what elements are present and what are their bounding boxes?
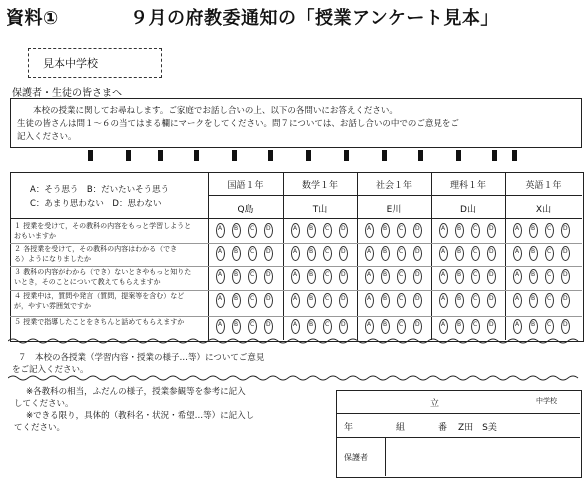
- instruction-line-1: ※各教科の相当，ふだんの様子，授業参観等を参考に記入: [26, 387, 246, 397]
- answer-choice-label: B: [531, 271, 536, 278]
- question-text: １ 授業を受けて，その教科の内容をもっと学習しようと: [14, 222, 192, 230]
- answer-choice-label: D: [415, 295, 420, 302]
- answer-choice-label: A: [293, 248, 298, 255]
- class-label: 組: [396, 423, 406, 433]
- answer-choice-label: D: [341, 295, 346, 302]
- answer-choice-label: D: [489, 225, 494, 232]
- answer-choice-label: D: [341, 248, 346, 255]
- answer-choice-label: A: [367, 225, 372, 232]
- answer-choice-label: C: [547, 248, 552, 255]
- answer-choice-label: C: [473, 248, 478, 255]
- answer-choice-label: D: [563, 248, 568, 255]
- guardian-label: 保護者: [344, 453, 368, 462]
- answer-choice-label: D: [415, 321, 420, 328]
- answer-choice-label: C: [473, 271, 478, 278]
- answer-choice-label: C: [325, 271, 330, 278]
- timing-mark: [126, 150, 131, 161]
- answer-choice-label: C: [399, 248, 404, 255]
- answer-choice-label: C: [250, 271, 255, 278]
- answer-choice-label: D: [266, 248, 271, 255]
- answer-choice-label: D: [489, 271, 494, 278]
- answer-choice-label: C: [325, 248, 330, 255]
- instruction-line-3: ※できる限り，具体的（教科名・状況・希望…等）に記入し: [26, 411, 255, 421]
- answer-choice-label: C: [399, 295, 404, 302]
- question-text-cont: る）ようになりましたか: [14, 255, 91, 263]
- answer-choice-label: B: [457, 225, 462, 232]
- answer-choice-label: C: [250, 248, 255, 255]
- answer-choice-label: B: [457, 321, 462, 328]
- answer-choice-label: C: [473, 321, 478, 328]
- answer-choice-label: A: [515, 225, 520, 232]
- timing-mark: [492, 150, 497, 161]
- timing-mark: [456, 150, 461, 161]
- answer-choice-label: D: [415, 271, 420, 278]
- answer-choice-label: A: [515, 248, 520, 255]
- answer-choice-label: C: [547, 321, 552, 328]
- answer-choice-label: A: [441, 225, 446, 232]
- q7-line-2: をご記入ください。: [12, 365, 89, 375]
- answer-choice-label: D: [489, 295, 494, 302]
- answer-choice-label: C: [325, 321, 330, 328]
- school-stamp: 見本中学校: [43, 57, 98, 70]
- subject-header: 理科１年: [449, 181, 486, 191]
- scale-legend-line-2: C：あまり思わない D：思わない: [30, 199, 162, 209]
- answer-choice-label: B: [383, 295, 388, 302]
- question-text: ２ 各授業を受けて，その教科の内容はわかる（でき: [14, 245, 178, 253]
- answer-choice-label: D: [415, 225, 420, 232]
- answer-choice-label: B: [234, 271, 239, 278]
- answer-choice-label: D: [341, 225, 346, 232]
- answer-choice-label: A: [441, 271, 446, 278]
- answer-choice-label: A: [218, 225, 223, 232]
- answer-choice-label: D: [266, 295, 271, 302]
- subject-header: 英語１年: [525, 181, 562, 191]
- answer-choice-label: C: [250, 295, 255, 302]
- instruction-line-4: てください。: [14, 423, 66, 433]
- answer-choice-label: B: [383, 321, 388, 328]
- subject-header: 社会１年: [375, 181, 412, 191]
- answer-choice-label: C: [399, 321, 404, 328]
- answer-choice-label: B: [457, 271, 462, 278]
- answer-choice-label: A: [218, 321, 223, 328]
- answer-choice-label: A: [441, 248, 446, 255]
- answer-choice-label: A: [218, 248, 223, 255]
- answer-choice-label: C: [547, 225, 552, 232]
- student-name: Z田 S美: [458, 423, 497, 433]
- answer-choice-label: A: [367, 295, 372, 302]
- teacher-name: D山: [460, 205, 476, 215]
- answer-choice-label: A: [218, 271, 223, 278]
- answer-choice-label: A: [515, 295, 520, 302]
- intro-box: [10, 98, 582, 148]
- question-text-cont: いとき，そのことについて教えてもらえますか: [14, 278, 161, 286]
- question-text-cont: おもいますか: [14, 232, 56, 240]
- answer-choice-label: C: [473, 295, 478, 302]
- answer-choice-label: D: [563, 271, 568, 278]
- page-title: ９月の府教委通知の「授業アンケート見本」: [130, 8, 499, 29]
- question-text: ３ 教科の内容がわから（でき）ないときやもっと知りた: [14, 268, 192, 276]
- answer-choice-label: B: [234, 225, 239, 232]
- material-label: 資料①: [6, 8, 59, 29]
- answer-choice-label: D: [266, 271, 271, 278]
- answer-choice-label: A: [293, 295, 298, 302]
- answer-choice-label: D: [341, 271, 346, 278]
- timing-mark: [306, 150, 311, 161]
- answer-choice-label: D: [341, 321, 346, 328]
- answer-choice-label: A: [367, 271, 372, 278]
- answer-choice-label: B: [531, 295, 536, 302]
- answer-choice-label: D: [266, 321, 271, 328]
- school-prefix-label: 立: [430, 399, 440, 409]
- answer-choice-label: B: [309, 248, 314, 255]
- answer-choice-label: A: [441, 295, 446, 302]
- timing-mark: [158, 150, 163, 161]
- answer-choice-label: C: [250, 321, 255, 328]
- teacher-name: X山: [535, 205, 552, 215]
- question-text: ５ 授業で指導したことをきちんと話めてもらえますか: [14, 318, 185, 326]
- answer-choice-label: B: [309, 225, 314, 232]
- timing-mark: [512, 150, 517, 161]
- answer-choice-label: C: [250, 225, 255, 232]
- answer-choice-label: D: [415, 248, 420, 255]
- answer-choice-label: A: [293, 321, 298, 328]
- answer-choice-label: D: [489, 321, 494, 328]
- answer-choice-label: A: [515, 271, 520, 278]
- timing-mark: [382, 150, 387, 161]
- subject-header: 国語１年: [227, 181, 264, 191]
- timing-mark: [194, 150, 199, 161]
- answer-choice-label: A: [218, 295, 223, 302]
- answer-choice-label: C: [547, 271, 552, 278]
- subject-header: 数学１年: [301, 181, 338, 191]
- answer-choice-label: C: [399, 225, 404, 232]
- teacher-name: T山: [312, 205, 328, 215]
- answer-choice-label: C: [325, 225, 330, 232]
- answer-choice-label: B: [383, 271, 388, 278]
- answer-choice-label: C: [547, 295, 552, 302]
- intro-line-1: 本校の授業に関してお尋ねします。ご家庭でお話し合いの上、以下の各問いにお答えください。: [33, 106, 398, 116]
- question-text-cont: が，やすい雰囲気ですか: [14, 302, 91, 310]
- answer-choice-label: A: [367, 321, 372, 328]
- answer-choice-label: D: [563, 295, 568, 302]
- question-text: ４ 授業中は，質問や発言（質問，提案等を含む）など: [14, 292, 185, 300]
- answer-choice-label: B: [531, 321, 536, 328]
- answer-choice-label: A: [515, 321, 520, 328]
- answer-choice-label: A: [441, 321, 446, 328]
- greeting: 保護者・生徒の皆さまへ: [12, 88, 122, 99]
- answer-choice-label: B: [234, 321, 239, 328]
- answer-choice-label: B: [457, 248, 462, 255]
- answer-choice-label: D: [266, 225, 271, 232]
- answer-choice-label: B: [234, 295, 239, 302]
- answer-choice-label: C: [473, 225, 478, 232]
- grade-label: 年: [344, 423, 354, 433]
- timing-mark: [344, 150, 349, 161]
- answer-choice-label: D: [563, 225, 568, 232]
- answer-choice-label: A: [367, 248, 372, 255]
- school-suffix-label: 中学校: [536, 397, 557, 405]
- wavy-divider-top: [8, 337, 582, 345]
- answer-choice-label: C: [399, 271, 404, 278]
- timing-mark: [418, 150, 423, 161]
- instruction-line-2: してください。: [14, 399, 74, 409]
- answer-choice-label: B: [309, 271, 314, 278]
- timing-mark: [88, 150, 93, 161]
- number-label: 番: [438, 423, 448, 433]
- answer-choice-label: D: [563, 321, 568, 328]
- teacher-name: E川: [386, 205, 402, 215]
- intro-line-3: 記入ください。: [17, 132, 77, 142]
- answer-choice-label: A: [293, 225, 298, 232]
- q7-line-1: ７ 本校の各授業（学習内容・授業の様子…等）についてご意見: [18, 353, 265, 363]
- school-stamp-box: [28, 48, 162, 78]
- answer-choice-label: B: [383, 225, 388, 232]
- answer-choice-label: C: [325, 295, 330, 302]
- answer-choice-label: B: [383, 248, 388, 255]
- intro-line-2: 生徒の皆さんは問１～６の当てはまる欄にマークをしてください。問７については、お話し合いの中でのご意見をご: [17, 119, 459, 129]
- teacher-name: Q島: [237, 205, 254, 215]
- wavy-divider-bottom: [8, 374, 582, 382]
- answer-choice-label: B: [457, 295, 462, 302]
- answer-choice-label: A: [293, 271, 298, 278]
- answer-choice-label: B: [531, 248, 536, 255]
- answer-choice-label: B: [234, 248, 239, 255]
- timing-mark: [268, 150, 273, 161]
- answer-choice-label: B: [309, 295, 314, 302]
- timing-mark: [232, 150, 237, 161]
- answer-choice-label: B: [309, 321, 314, 328]
- scale-legend-line-1: A：そう思う B：だいたいそう思う: [30, 185, 170, 195]
- answer-choice-label: D: [489, 248, 494, 255]
- answer-choice-label: B: [531, 225, 536, 232]
